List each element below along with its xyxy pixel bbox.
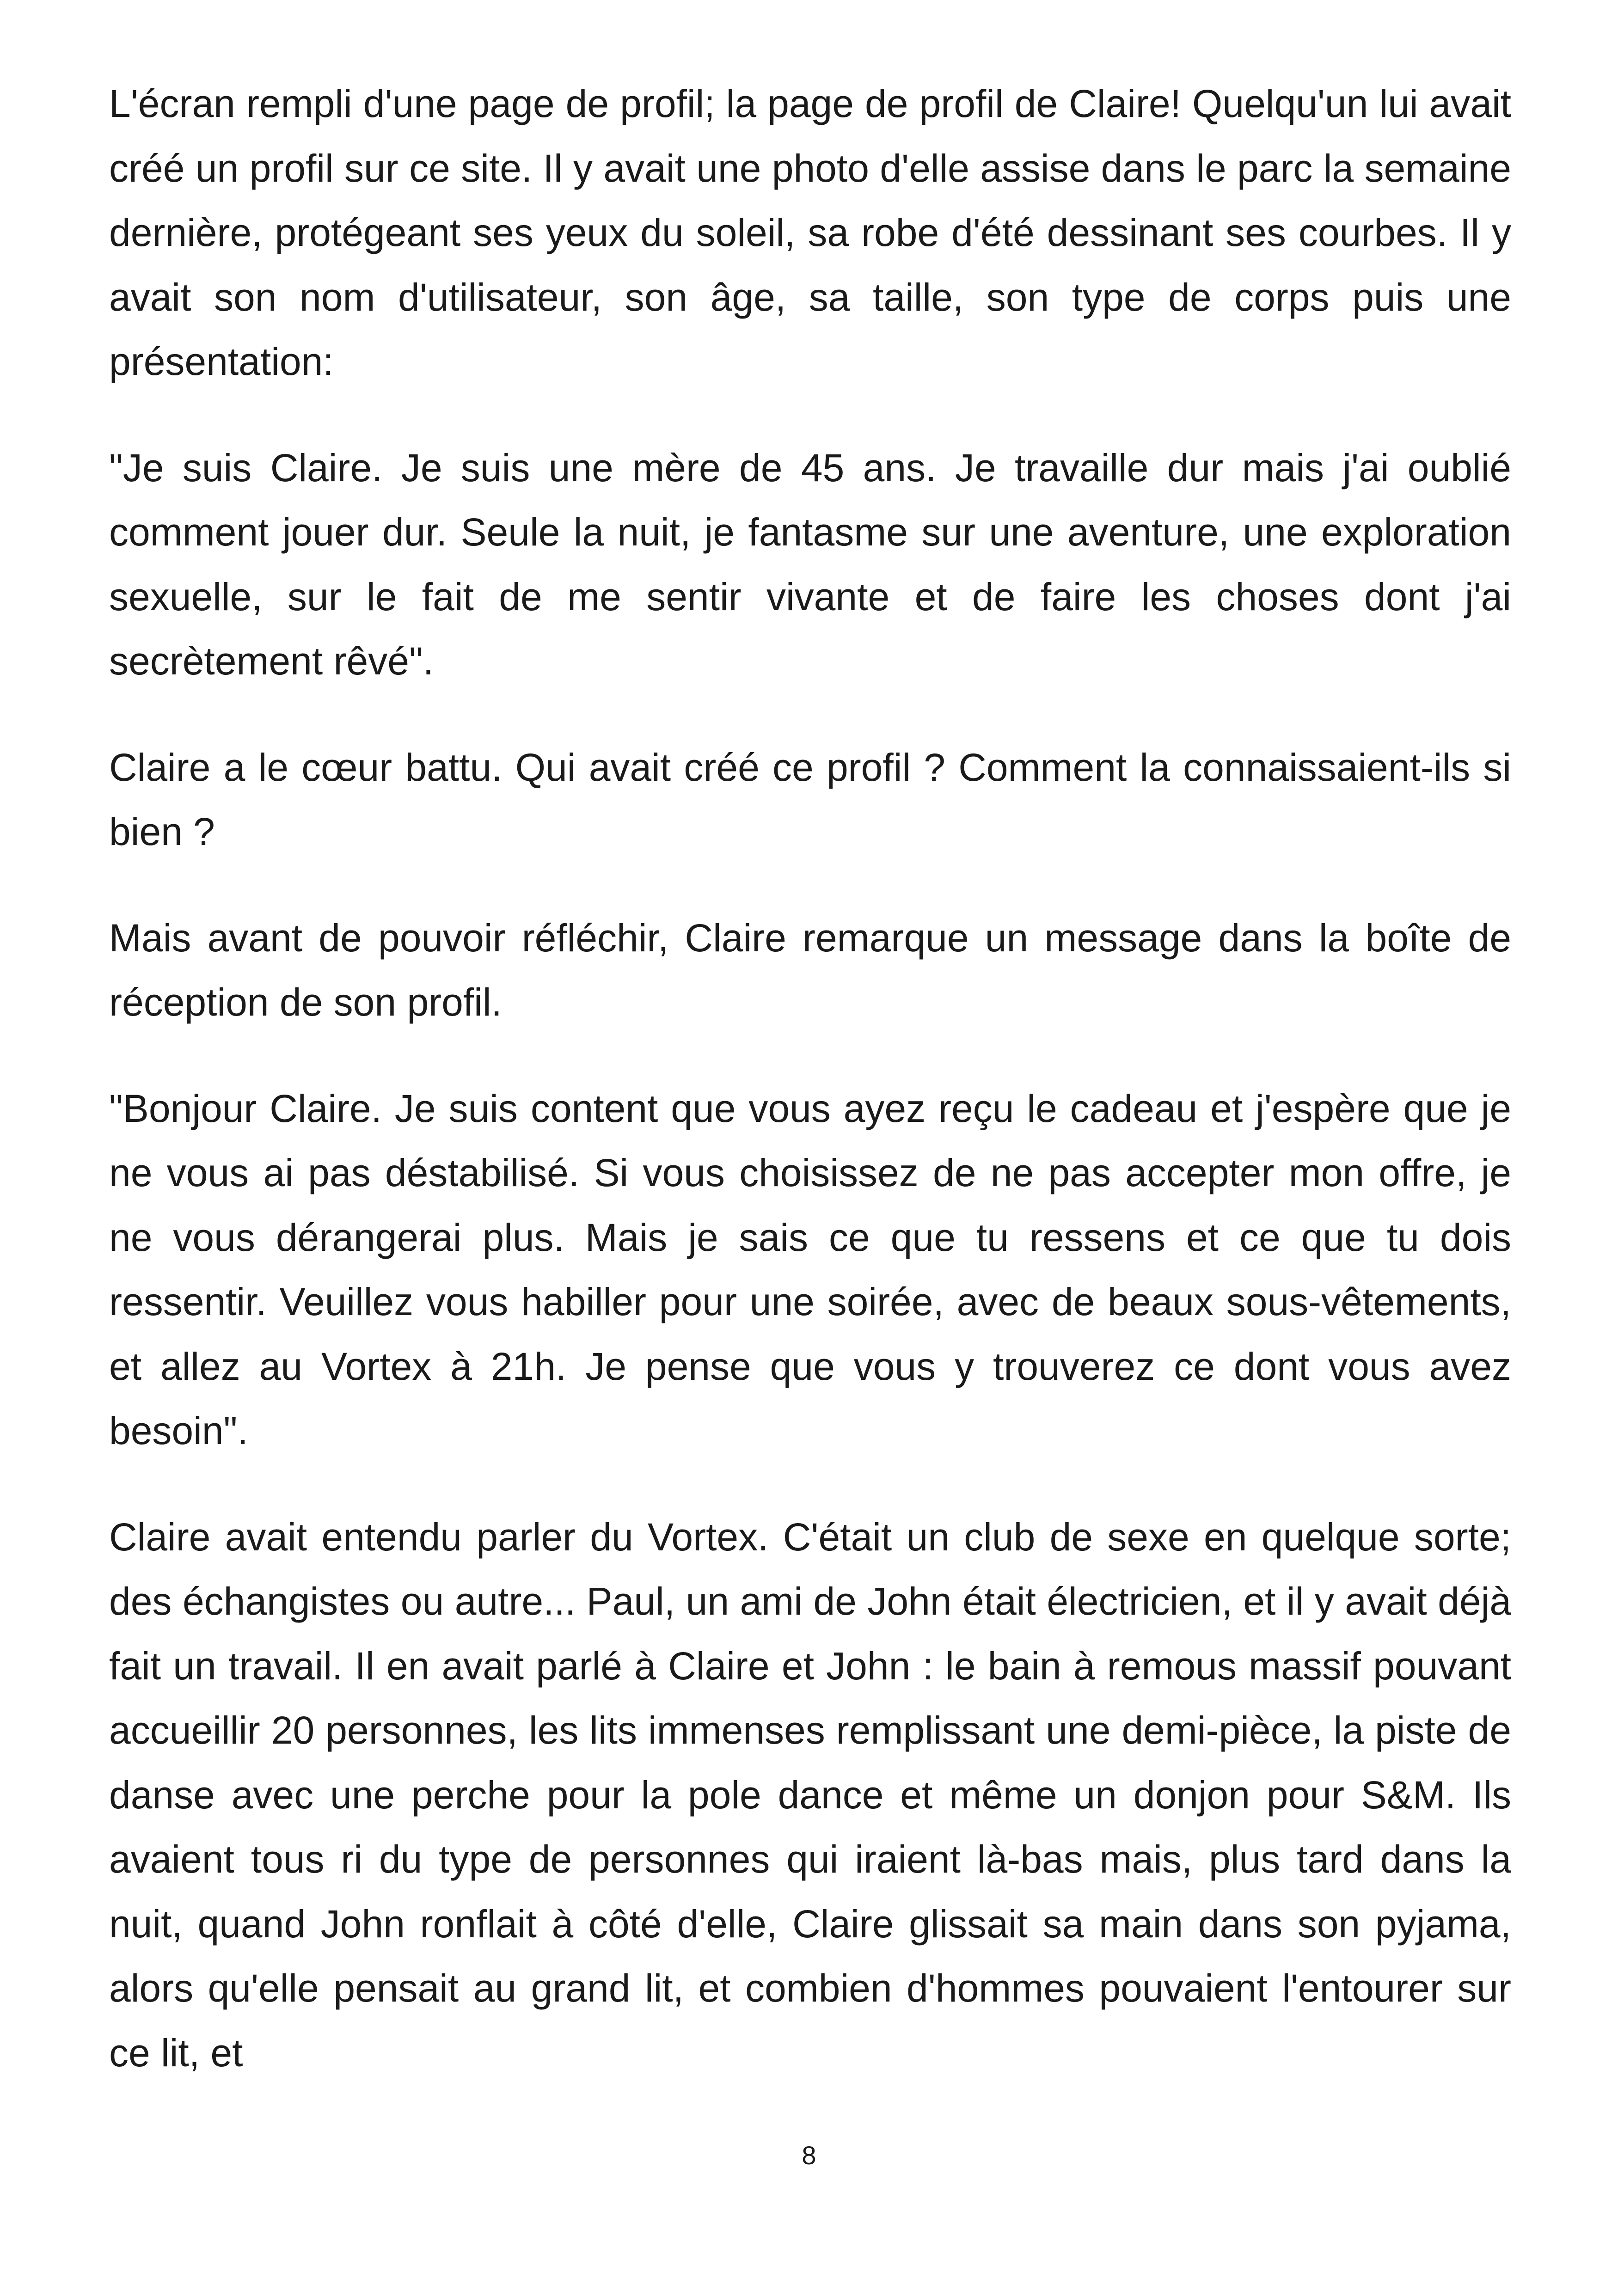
paragraph-vortex-club: Claire avait entendu parler du Vortex. C'était un club de sexe en quelque sorte; des échangistes ou autre... Paul, un ami de John était électricien, et il y avait déjà fait un travail. Il en avait parlé à Claire et John : le bain à remous massif pouvant accueillir 20 personnes, les lits immenses remplissant une demi-pièce, la piste de danse avec une perche pour la pole dance et même un donjon pour S&M. Ils avaient tous ri du type de personnes qui iraient là-bas mais, plus tard dans la nuit, quand John ronflait à côté d'elle, Claire glissait sa main dans son pyjama, alors qu'elle pensait au grand lit, et combien d'hommes pouvaient l'entourer sur ce lit, et: [109, 1515, 1511, 2075]
paragraph-inbox-message: Mais avant de pouvoir réfléchir, Claire remarque un message dans la boîte de réception de son profil.: [109, 916, 1511, 1024]
paragraph-profile-page: L'écran rempli d'une page de profil; la page de profil de Claire! Quelqu'un lui avait créé un profil sur ce site. Il y avait une photo d'elle assise dans le parc la semaine dernière, protégeant ses yeux du soleil, sa robe d'été dessinant ses courbes. Il y avait son nom d'utilisateur, son âge, sa taille, son type de corps puis une présentation:: [109, 82, 1511, 383]
page-number: 8: [802, 2141, 816, 2170]
body-text: [109, 72, 1511, 2085]
paragraph-profile-bio: "Je suis Claire. Je suis une mère de 45 ans. Je travaille dur mais j'ai oublié comment jouer dur. Seule la nuit, je fantasme sur une aventure, une exploration sexuelle, sur le fait de me sentir vivante et de faire les choses dont j'ai secrètement rêvé".: [109, 446, 1511, 683]
paragraph-claire-reaction: Claire a le cœur battu. Qui avait créé ce profil ? Comment la connaissaient-ils si bien ?: [109, 745, 1511, 853]
paragraph-message-text: "Bonjour Claire. Je suis content que vous ayez reçu le cadeau et j'espère que je ne vous ai pas déstabilisé. Si vous choisissez de ne pas accepter mon offre, je ne vous dérangerai plus. Mais je sais ce que tu ressens et ce que tu dois ressentir. Veuillez vous habiller pour une soirée, avec de beaux sous-vêtements, et allez au Vortex à 21h. Je pense que vous y trouverez ce dont vous avez besoin".: [109, 1086, 1511, 1452]
